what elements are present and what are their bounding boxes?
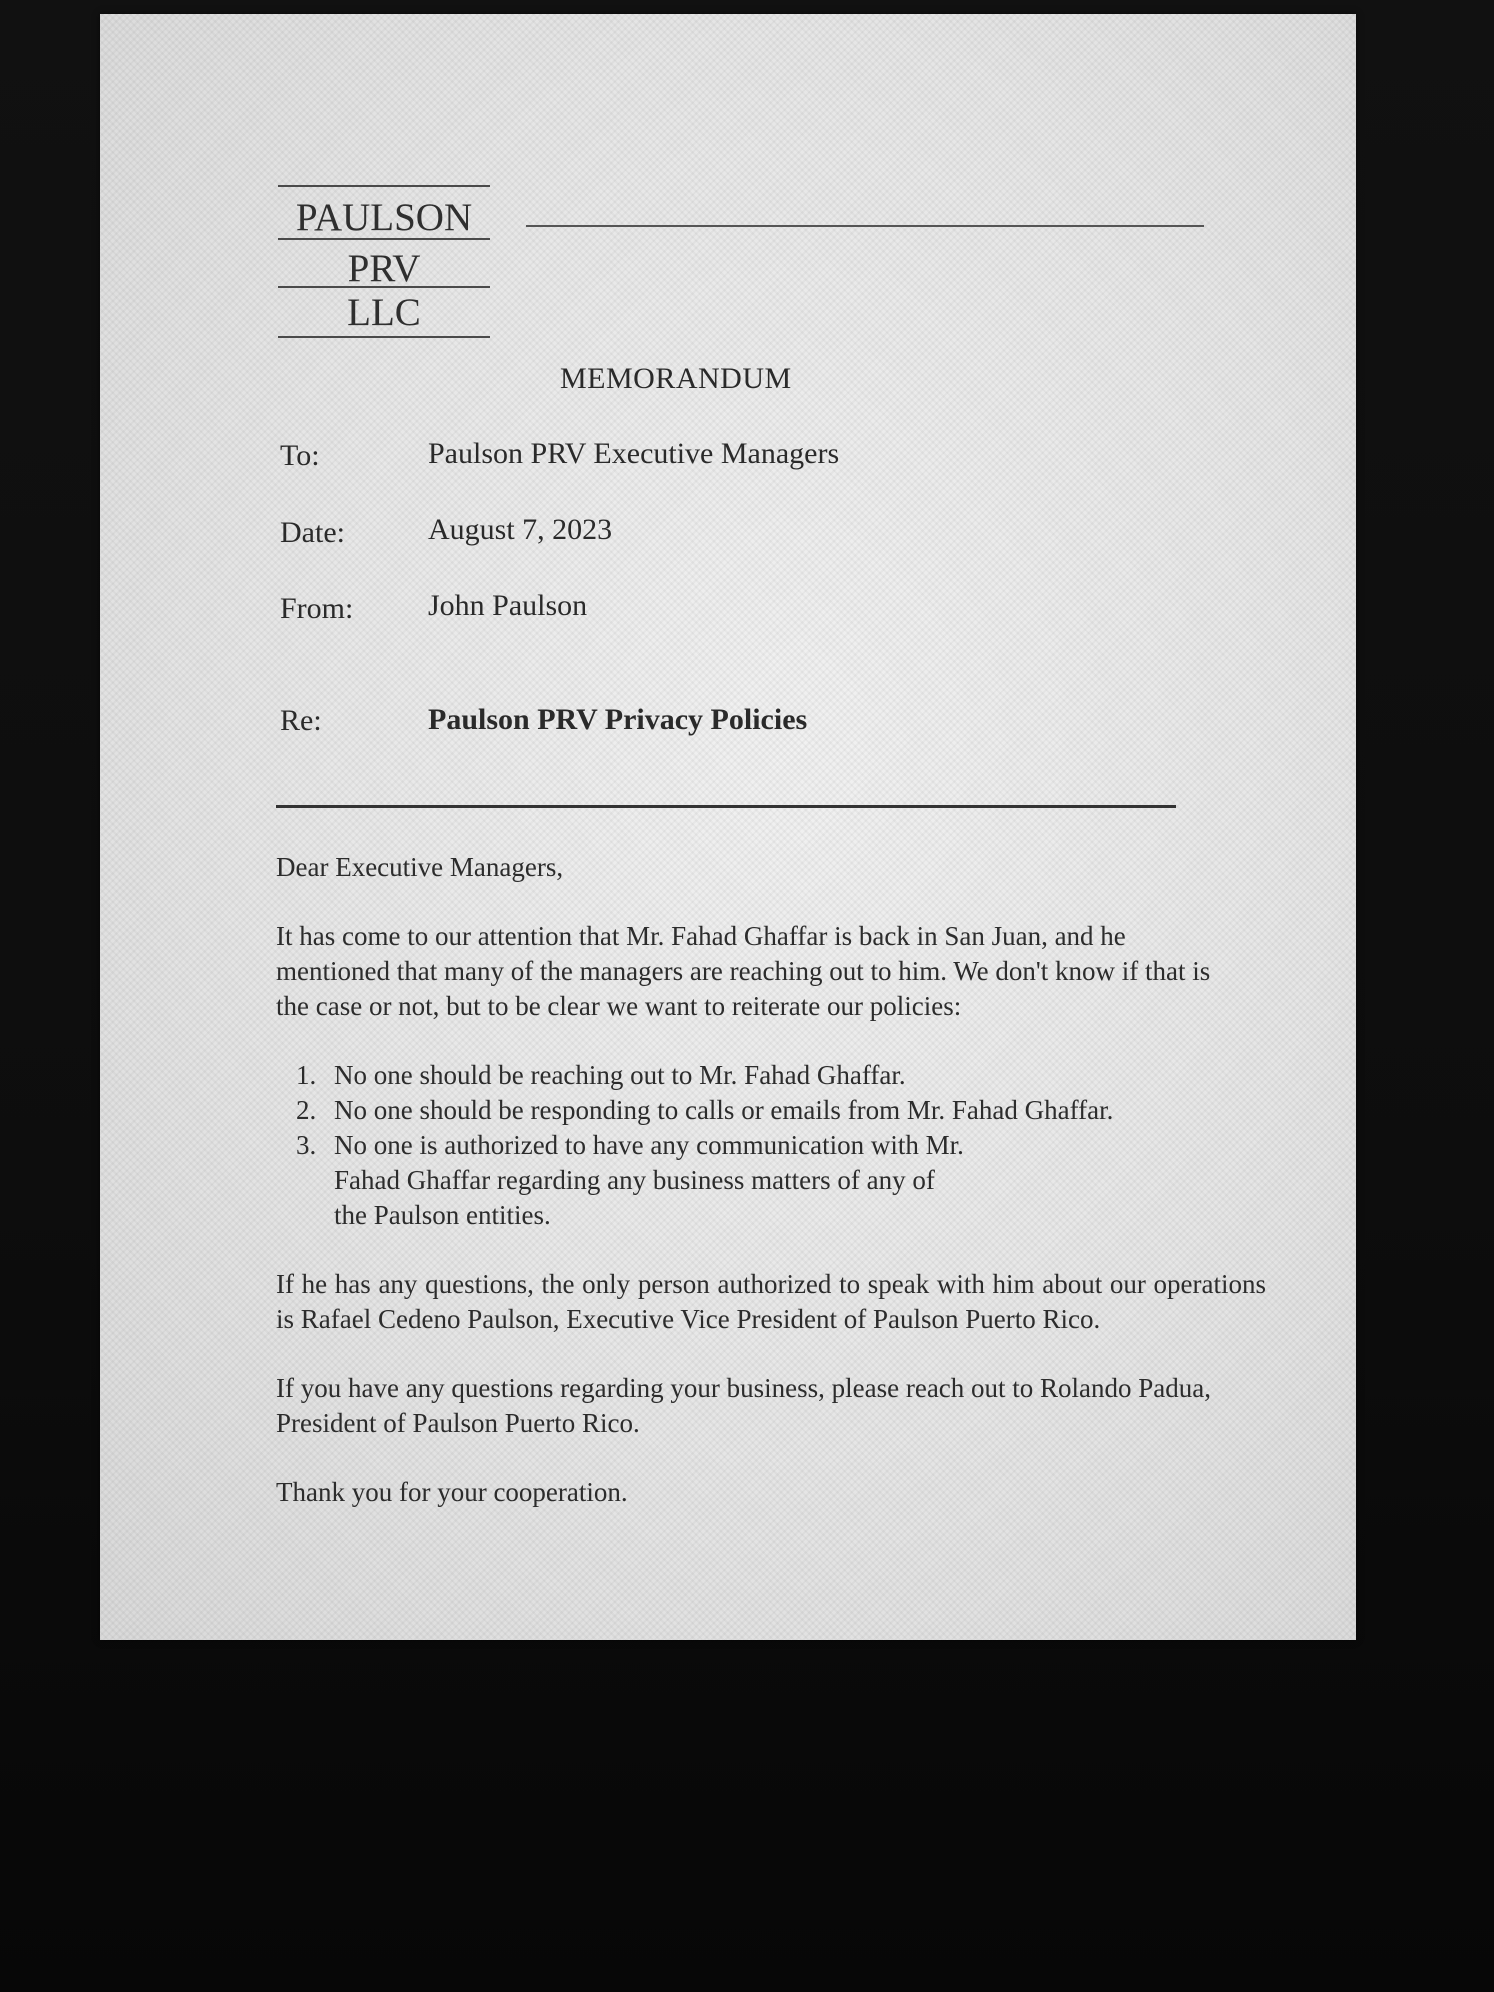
header-divider	[276, 805, 1176, 808]
memo-title: MEMORANDUM	[560, 362, 792, 395]
memo-body	[276, 850, 1266, 1510]
list-item-number: 3.	[296, 1130, 317, 1160]
logo-line-2: PRV	[347, 247, 421, 290]
salutation: Dear Executive Managers,	[276, 852, 564, 882]
logo-line-1: PAULSON	[295, 196, 473, 239]
intro-paragraph: It has come to our attention that Mr. Fahad Ghaffar is back in San Juan, and he mentioned that many of the managers are reaching out to him. We don't know if that is the case or not, but to be clear we want to reiterate our policies:	[276, 921, 1211, 1021]
questions-paragraph: If he has any questions, the only person authorized to speak with him about our operations is Rafael Cedeno Paulson, Executive Vice President of Paulson Puerto Rico.	[276, 1269, 1266, 1334]
policy-list	[276, 1058, 1266, 1233]
re-label: Re:	[280, 704, 322, 737]
from-label: From:	[280, 592, 354, 625]
list-item-text: No one should be reaching out to Mr. Fahad Ghaffar.	[334, 1060, 906, 1090]
letterhead-rule	[526, 225, 1204, 227]
logo-rule-top	[278, 185, 490, 187]
list-item-text: No one should be responding to calls or emails from Mr. Fahad Ghaffar.	[334, 1095, 1114, 1125]
to-value: Paulson PRV Executive Managers	[428, 437, 840, 470]
logo-rule-2	[278, 286, 490, 288]
list-item	[276, 1058, 1266, 1093]
list-item-number: 1.	[296, 1060, 317, 1090]
date-value: August 7, 2023	[428, 513, 613, 546]
list-item-number: 2.	[296, 1095, 317, 1125]
logo-rule-bottom	[278, 336, 490, 338]
from-value: John Paulson	[428, 589, 588, 622]
closing-line: Thank you for your cooperation.	[276, 1477, 628, 1507]
logo-line-3: LLC	[347, 291, 421, 334]
memo-document	[100, 14, 1356, 1640]
list-item-text: No one is authorized to have any communication with Mr. Fahad Ghaffar regarding any business matters of any of the Paulson entities.	[334, 1130, 964, 1230]
to-label: To:	[280, 439, 320, 472]
list-item	[276, 1128, 974, 1233]
logo-rule-1	[278, 238, 490, 240]
business-paragraph: If you have any questions regarding your business, please reach out to Rolando Padua, President of Paulson Puerto Rico.	[276, 1373, 1212, 1438]
re-value: Paulson PRV Privacy Policies	[428, 703, 808, 736]
date-label: Date:	[280, 516, 345, 549]
list-item	[276, 1093, 1266, 1128]
